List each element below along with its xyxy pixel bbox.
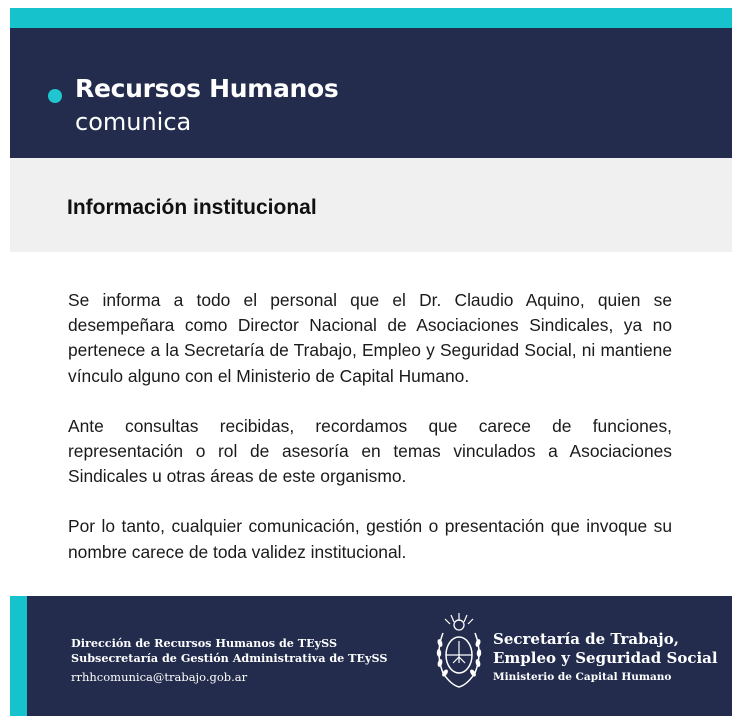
coat-of-arms-icon	[433, 611, 485, 691]
section-header	[10, 158, 732, 252]
department-line-1: Dirección de Recursos Humanos de TEySS	[71, 636, 338, 650]
ministerio-label: Ministerio de Capital Humano	[493, 671, 672, 683]
header-banner	[10, 28, 732, 158]
secretaria-title	[493, 630, 718, 668]
section-title: Información institucional	[67, 196, 317, 219]
paragraph-3: Por lo tanto, cualquier comunicación, gestión o presentación que invoque su nombre carece de toda validez institucional.	[68, 516, 672, 562]
paragraph-1: Se informa a todo el personal que el Dr. Claudio Aquino, quien se desempeñara como Director Nacional de Asociaciones Sindicales, ya no pertenece a la Secretaría de Trabajo, Empleo y Seguridad Social, ni mantiene vínculo alguno con el Ministerio de Capital Humano.	[68, 290, 672, 386]
brand-dot-icon	[48, 89, 62, 103]
contact-email[interactable]: rrhhcomunica@trabajo.gob.ar	[71, 670, 248, 684]
secretaria-line-2: Empleo y Seguridad Social	[493, 649, 718, 667]
brand-title: Recursos Humanos	[75, 74, 339, 103]
brand-subtitle: comunica	[75, 108, 192, 136]
footer-accent-bar	[10, 596, 27, 716]
top-accent-strip	[10, 8, 732, 28]
paragraph-2: Ante consultas recibidas, recordamos que carece de funciones, representación o rol de asesoría en temas vinculados a Asociaciones Sindicales u otras áreas de este organismo.	[68, 415, 672, 487]
footer	[10, 596, 732, 716]
department-info	[71, 636, 387, 666]
department-line-2: Subsecretaría de Gestión Administrativa de TEySS	[71, 651, 388, 665]
secretaria-line-1: Secretaría de Trabajo,	[493, 630, 679, 648]
message-body	[68, 288, 672, 590]
